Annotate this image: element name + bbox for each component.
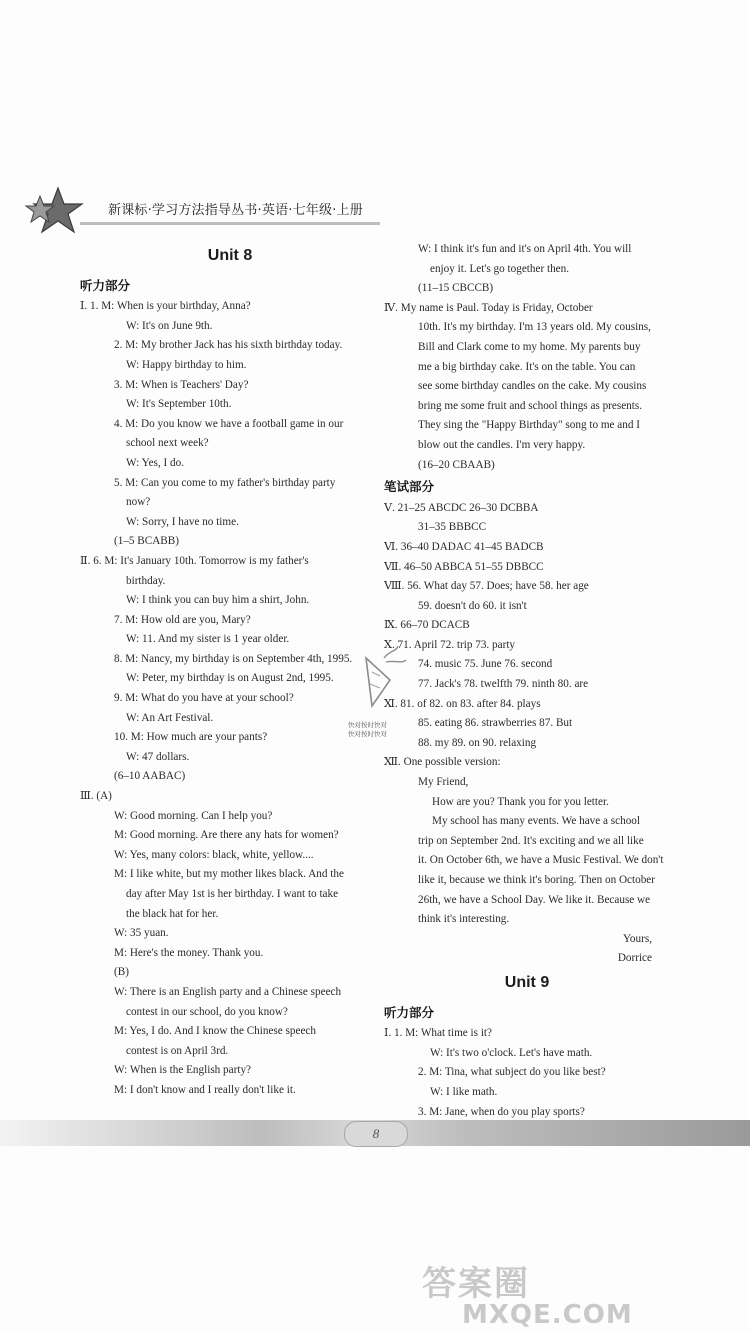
text-line: 2. M: Tina, what subject do you like best? <box>418 1066 606 1079</box>
text-line: Ⅴ. 21–25 ABCDC 26–30 DCBBA <box>384 501 539 514</box>
unit8-listening-lines <box>80 297 380 1100</box>
text-line: Ⅻ. One possible version: <box>384 756 501 769</box>
text-line: 9. M: What do you have at your school? <box>114 692 294 705</box>
text-line: 2. M: My brother Jack has his sixth birthday today. <box>114 339 343 352</box>
text-line: Ⅱ. 6. M: It's January 10th. Tomorrow is my father's <box>80 554 309 567</box>
text-line: (16–20 CBAAB) <box>418 458 495 471</box>
text-line: W: Good morning. Can I help you? <box>114 809 273 822</box>
text-line: W: 11. And my sister is 1 year older. <box>126 633 290 646</box>
text-line: like it, because we think it's boring. Then on October <box>418 874 656 886</box>
unit8-title: Unit 8 <box>207 247 253 264</box>
text-line: Ⅸ. 66–70 DCACB <box>384 619 470 632</box>
text-line: W: Yes, I do. <box>126 456 185 469</box>
right-column <box>384 240 670 1122</box>
unit8-writing-heading: 笔试部分 <box>384 479 435 495</box>
text-line: enjoy it. Let's go together then. <box>430 262 570 275</box>
unit8-listening-continued <box>384 240 670 475</box>
text-line: it. On October 6th, we have a Music Festival. We don't <box>418 854 664 867</box>
text-line: They sing the "Happy Birthday" song to me and I <box>418 419 640 432</box>
text-line: 77. Jack's 78. twelfth 79. ninth 80. are <box>418 678 589 691</box>
watermark-sub: MXQE.COM <box>462 1300 633 1330</box>
text-line: M: Yes, I do. And I know the Chinese speech <box>114 1025 316 1038</box>
text-line: blow out the candles. I'm very happy. <box>418 438 586 451</box>
text-line: see some birthday candles on the cake. My cousins <box>418 380 647 393</box>
text-line: M: I like white, but my mother likes black. And the <box>114 868 344 881</box>
watermark-main: 答案圈 <box>422 1264 530 1304</box>
text-line: bring me some fruit and school things as presents. <box>418 399 643 412</box>
text-line: Yours, <box>622 932 652 945</box>
star-logo-icon <box>22 186 92 236</box>
unit9-title: Unit 9 <box>504 973 550 991</box>
text-line: W: 35 yuan. <box>114 927 169 940</box>
text-line: 10th. It's my birthday. I'm 13 years old. My cousins, <box>418 321 651 334</box>
text-line: (11–15 CBCCB) <box>418 282 494 295</box>
text-line: W: It's September 10th. <box>126 398 232 411</box>
text-line: Ⅺ. 81. of 82. on 83. after 84. plays <box>384 697 541 710</box>
unit9-listening-heading: 听力部分 <box>384 1004 435 1020</box>
text-line: (B) <box>114 966 129 979</box>
text-line: M: Here's the money. Thank you. <box>114 946 264 959</box>
text-line: W: An Art Festival. <box>126 711 214 724</box>
left-column <box>80 240 380 1101</box>
text-line: birthday. <box>126 574 166 587</box>
text-line: (6–10 AABAC) <box>114 770 186 783</box>
text-line: 74. music 75. June 76. second <box>418 658 553 671</box>
unit9-listening-lines <box>384 1024 670 1122</box>
text-line: 88. my 89. on 90. relaxing <box>418 736 537 749</box>
text-line: me a big birthday cake. It's on the table. You can <box>418 360 636 373</box>
text-line: W: Yes, many colors: black, white, yellow.... <box>114 848 314 861</box>
text-line: school next week? <box>126 437 209 450</box>
text-line: 26th, we have a School Day. We like it. Because we <box>418 893 651 906</box>
stamp-mark <box>346 640 410 738</box>
text-line: Ⅵ. 36–40 DADAC 41–45 BADCB <box>384 540 544 553</box>
text-line: How are you? Thank you for you letter. <box>432 795 609 808</box>
text-line: W: Sorry, I have no time. <box>126 515 239 528</box>
text-line: Dorrice <box>617 952 652 965</box>
text-line: Bill and Clark come to my home. My parents buy <box>418 340 641 353</box>
header-rule <box>80 222 380 225</box>
text-line: 3. M: Jane, when do you play sports? <box>418 1105 585 1118</box>
text-line: W: I think you can buy him a shirt, John. <box>126 594 310 607</box>
text-line: 10. M: How much are your pants? <box>114 731 268 744</box>
text-line: 85. eating 86. strawberries 87. But <box>418 717 573 730</box>
page-number: 8 <box>344 1121 408 1147</box>
text-line: now? <box>126 496 151 509</box>
text-line: the black hat for her. <box>126 907 219 920</box>
text-line: think it's interesting. <box>418 913 510 926</box>
text-line: Ⅹ. 71. April 72. trip 73. party <box>384 638 516 651</box>
stamp-text-2: 快对按时快对 <box>348 730 387 738</box>
text-line: W: 47 dollars. <box>126 750 190 763</box>
text-line: My Friend, <box>418 776 469 789</box>
stamp-text-1: 快对按时快对 <box>348 721 387 729</box>
text-line: trip on September 2nd. It's exciting and we all like <box>418 834 644 847</box>
site-watermark <box>416 1256 746 1330</box>
text-line: day after May 1st is her birthday. I want to take <box>126 888 339 900</box>
text-line: W: I like math. <box>430 1085 498 1098</box>
text-line: W: Peter, my birthday is on August 2nd, 1995. <box>126 672 334 685</box>
text-line: Ⅰ. 1. M: What time is it? <box>384 1027 492 1040</box>
text-line: M: Good morning. Are there any hats for women? <box>114 829 339 842</box>
text-line: W: When is the English party? <box>114 1064 252 1077</box>
text-line: contest in our school, do you know? <box>126 1005 288 1018</box>
text-line: 59. doesn't do 60. it isn't <box>418 599 527 612</box>
text-line: W: Happy birthday to him. <box>126 358 247 371</box>
text-line: Ⅲ. (A) <box>80 790 112 803</box>
carrot-stamp-icon <box>346 640 410 720</box>
text-line: M: I don't know and I really don't like it. <box>114 1083 296 1096</box>
text-line: W: There is an English party and a Chinese speech <box>114 985 342 998</box>
text-line: Ⅰ. 1. M: When is your birthday, Anna? <box>80 300 251 313</box>
text-line: contest is on April 3rd. <box>126 1044 229 1057</box>
text-line: 3. M: When is Teachers' Day? <box>114 378 249 391</box>
text-line: Ⅷ. 56. What day 57. Does; have 58. her age <box>384 580 589 593</box>
text-line: W: I think it's fun and it's on April 4th. You will <box>418 243 632 255</box>
text-line: W: It's on June 9th. <box>126 319 213 332</box>
book-header <box>22 186 372 236</box>
unit8-listening-heading: 听力部分 <box>80 277 131 293</box>
text-line: 4. M: Do you know we have a football game in our <box>114 417 344 430</box>
text-line: My school has many events. We have a school <box>432 815 640 828</box>
text-line: Ⅶ. 46–50 ABBCA 51–55 DBBCC <box>384 560 544 573</box>
text-line: (1–5 BCABB) <box>114 535 179 548</box>
text-line: 7. M: How old are you, Mary? <box>114 613 251 626</box>
series-title: 新课标·学习方法指导丛书·英语·七年级·上册 <box>108 203 363 218</box>
text-line: 31–35 BBBCC <box>418 521 487 534</box>
text-line: 5. M: Can you come to my father's birthday party <box>114 476 336 489</box>
text-line: Ⅳ. My name is Paul. Today is Friday, October <box>384 301 593 314</box>
unit8-writing-lines <box>384 499 670 969</box>
text-line: 8. M: Nancy, my birthday is on September 4th, 1995. <box>114 652 353 665</box>
text-line: W: It's two o'clock. Let's have math. <box>430 1046 593 1059</box>
